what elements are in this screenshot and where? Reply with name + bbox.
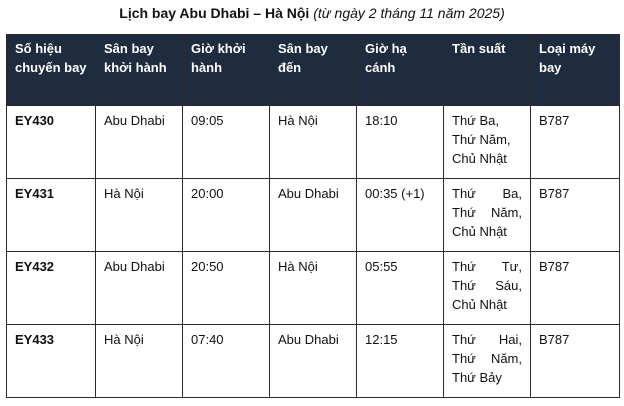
cell-arrival-time: 12:15 (357, 325, 444, 398)
cell-departure-time: 20:00 (183, 179, 270, 252)
frequency-line: Chủ Nhật (452, 224, 507, 239)
frequency-line: Thứ Tư, (452, 259, 522, 274)
cell-aircraft-type: B787 (531, 106, 620, 179)
cell-frequency (444, 325, 531, 398)
cell-arrival-airport: Abu Dhabi (270, 325, 357, 398)
cell-aircraft-type: B787 (531, 179, 620, 252)
page-title (0, 4, 624, 22)
frequency-line: Thứ Năm, (452, 351, 522, 366)
frequency-line: Chủ Nhật (452, 151, 507, 166)
cell-frequency (444, 252, 531, 325)
flight-schedule-table (6, 34, 620, 398)
cell-arrival-time: 00:35 (+1) (357, 179, 444, 252)
cell-frequency (444, 179, 531, 252)
cell-departure-airport: Hà Nội (96, 325, 183, 398)
cell-flight-number: EY433 (7, 325, 96, 398)
header-frequency: Tần suất (444, 35, 531, 106)
header-arrival-airport: Sân bay đến (270, 35, 357, 106)
frequency-line: Thứ Năm, (452, 205, 522, 220)
cell-arrival-time: 18:10 (357, 106, 444, 179)
cell-departure-airport: Abu Dhabi (96, 252, 183, 325)
cell-departure-airport: Hà Nội (96, 179, 183, 252)
header-flight-number: Số hiệu chuyến bay (7, 35, 96, 106)
title-note: (từ ngày 2 tháng 11 năm 2025) (313, 5, 505, 21)
cell-departure-time: 07:40 (183, 325, 270, 398)
cell-arrival-time: 05:55 (357, 252, 444, 325)
cell-arrival-airport: Abu Dhabi (270, 179, 357, 252)
cell-frequency (444, 106, 531, 179)
cell-aircraft-type: B787 (531, 325, 620, 398)
frequency-line: Thứ Sáu, (452, 278, 522, 293)
cell-aircraft-type: B787 (531, 252, 620, 325)
table-row (7, 179, 620, 252)
cell-departure-time: 09:05 (183, 106, 270, 179)
frequency-line: Thứ Ba, (452, 113, 499, 128)
frequency-line: Thứ Năm, (452, 132, 511, 147)
frequency-line: Thứ Hai, (452, 332, 522, 347)
cell-flight-number: EY432 (7, 252, 96, 325)
cell-arrival-airport: Hà Nội (270, 106, 357, 179)
cell-departure-airport: Abu Dhabi (96, 106, 183, 179)
header-departure-time: Giờ khởi hành (183, 35, 270, 106)
table-header-row (7, 35, 620, 106)
title-main: Lịch bay Abu Dhabi – Hà Nội (119, 5, 310, 21)
frequency-line: Chủ Nhật (452, 297, 507, 312)
frequency-line: Thứ Ba, (452, 186, 522, 201)
table-row (7, 325, 620, 398)
frequency-line: Thứ Bảy (452, 370, 502, 385)
cell-flight-number: EY431 (7, 179, 96, 252)
header-aircraft-type: Loại máy bay (531, 35, 620, 106)
cell-flight-number: EY430 (7, 106, 96, 179)
cell-arrival-airport: Hà Nội (270, 252, 357, 325)
header-departure-airport: Sân bay khởi hành (96, 35, 183, 106)
header-arrival-time: Giờ hạ cánh (357, 35, 444, 106)
cell-departure-time: 20:50 (183, 252, 270, 325)
table-row (7, 252, 620, 325)
table-row (7, 106, 620, 179)
